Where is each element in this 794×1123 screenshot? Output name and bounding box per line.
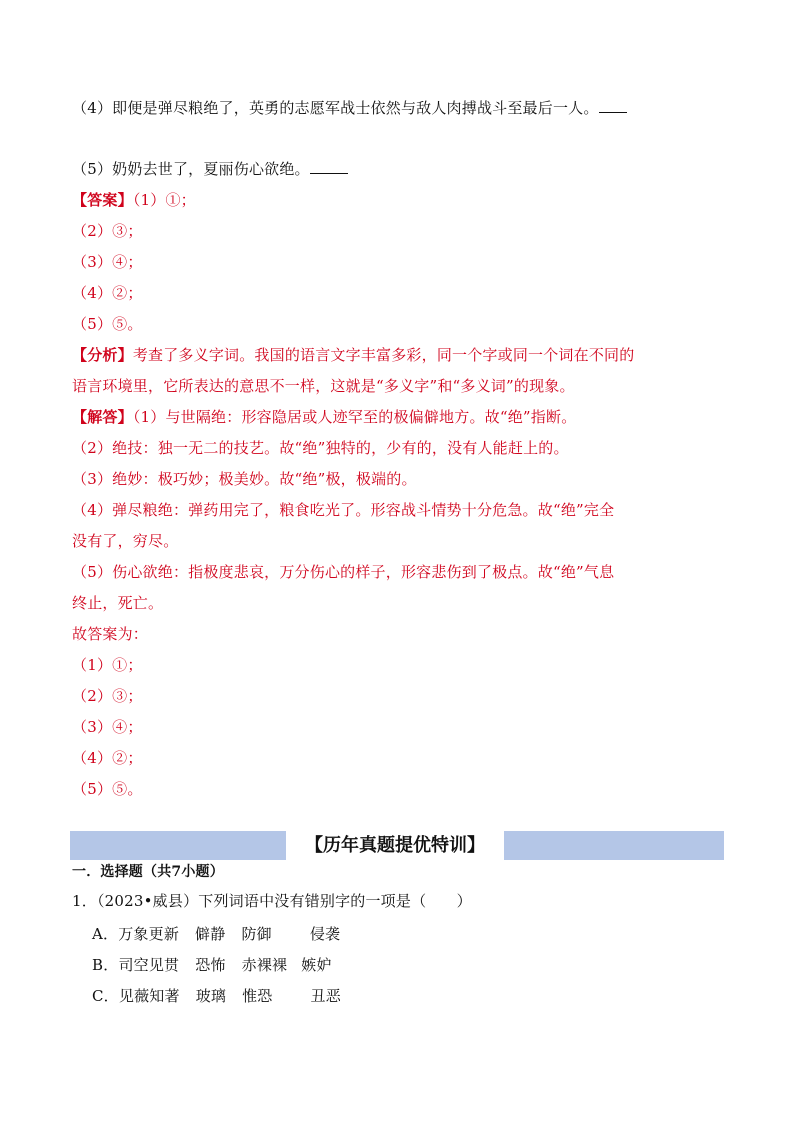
conclusion-line-4: （4）②；	[72, 749, 143, 767]
conclusion-line-5: （5）⑤。	[72, 780, 143, 798]
solution-line-5a: （5）伤心欲绝：指极度悲哀，万分伤心的样子，形容悲伤到了极点。故“绝”气息	[72, 563, 615, 581]
answer-blank	[310, 159, 348, 174]
solution-line-2: （2）绝技：独一无二的技艺。故“绝”独特的，少有的，没有人能赶上的。	[72, 439, 569, 457]
answer-line-3: （3）④；	[72, 253, 143, 271]
conclusion-line-2: （2）③；	[72, 687, 143, 705]
solution-line-5b: 终止，死亡。	[72, 594, 164, 612]
conclusion-line-1: （1）①；	[72, 656, 143, 674]
conclusion-intro: 故答案为：	[72, 625, 149, 643]
question-5: （5）奶奶去世了，夏丽伤心欲绝。	[72, 159, 348, 179]
answer-tag: 【答案】	[72, 191, 133, 209]
analysis-line-2: 语言环境里，它所表达的意思不一样，这就是“多义字”和“多义词”的现象。	[72, 377, 575, 395]
section-heading: 一．选择题（共7小题）	[72, 864, 224, 880]
solution-line-3: （3）绝妙：极巧妙；极美妙。故“绝”极，极端的。	[72, 470, 417, 488]
answer-line-5: （5）⑤。	[72, 315, 143, 333]
answer-line-2: （2）③；	[72, 222, 143, 240]
mcq-option-c: C．见薇知著 玻璃 惟恐 丑恶	[92, 987, 341, 1005]
analysis-line-1: 【分析】考查了多义字词。我国的语言文字丰富多彩，同一个字或同一个词在不同的	[72, 346, 635, 364]
question-4: （4）即便是弹尽粮绝了，英勇的志愿军战士依然与敌人肉搏战斗至最后一人。	[72, 98, 627, 118]
solution-tag: 【解答】	[72, 408, 133, 426]
conclusion-line-3: （3）④；	[72, 718, 143, 736]
answer-blank	[599, 98, 627, 113]
answer-line-4: （4）②；	[72, 284, 143, 302]
analysis-tag: 【分析】	[72, 346, 133, 364]
solution-line-1: 【解答】（1）与世隔绝：形容隐居或人迹罕至的极偏僻地方。故“绝”指断。	[72, 408, 577, 426]
mcq-option-b: B．司空见贯 恐怖 赤裸裸 嫉妒	[92, 956, 332, 974]
section-title: 【历年真题提优特训】	[286, 831, 504, 860]
mcq-stem: 1．（2023•威县）下列词语中没有错别字的一项是（ ）	[72, 892, 472, 910]
mcq-option-a: A．万象更新 僻静 防御 侵袭	[92, 925, 341, 943]
solution-line-4b: 没有了，穷尽。	[72, 532, 179, 550]
solution-line-4a: （4）弹尽粮绝：弹药用完了，粮食吃光了。形容战斗情势十分危急。故“绝”完全	[72, 501, 615, 519]
answer-line-1: 【答案】（1）①；	[72, 191, 196, 209]
